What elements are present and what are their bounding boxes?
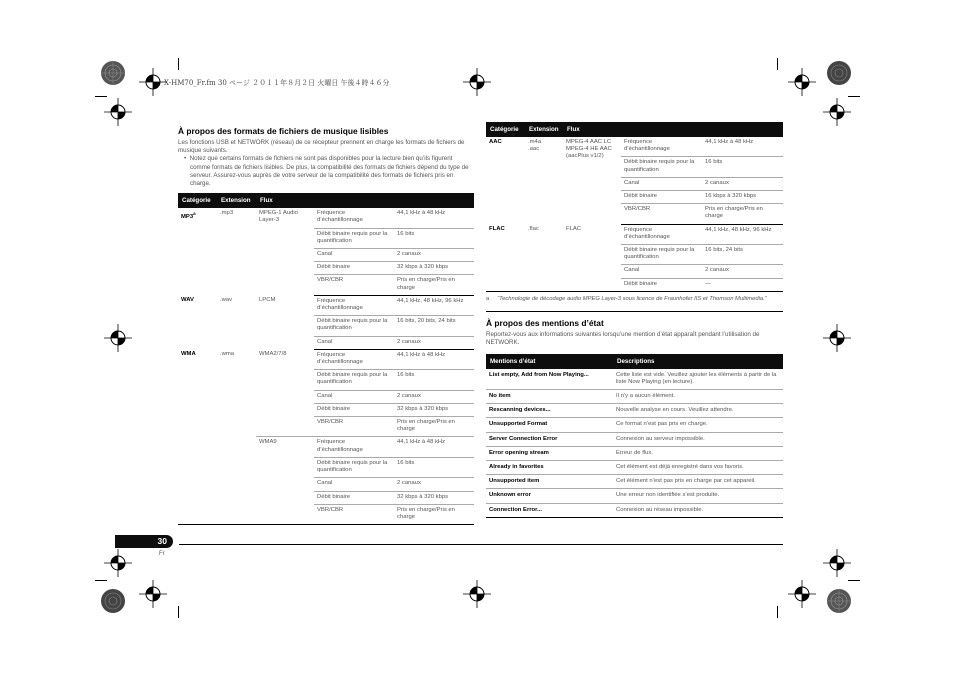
table-row: [486, 369, 783, 390]
property-name: Débit binaire: [314, 403, 394, 416]
formats-heading: À propos des formats de fichiers de musique lisibles: [178, 126, 389, 136]
crop-mark: [848, 580, 860, 581]
property-value: 16 bits: [702, 157, 783, 177]
col-header-category: Catégorie: [178, 193, 217, 208]
property-value: 16 kbps à 320 kbps: [702, 191, 783, 204]
status-message: No item: [486, 390, 613, 404]
color-target-icon: [826, 588, 852, 614]
status-description: Une erreur non identifiée s’est produite.: [613, 489, 783, 503]
crop-mark: [178, 606, 179, 618]
property-value: 44,1 kHz à 48 kHz: [702, 137, 783, 157]
status-message: Unsupported Format: [486, 418, 613, 432]
crop-mark: [777, 606, 778, 618]
crop-mark: [777, 58, 778, 70]
status-description: Nouvelle analyse en cours. Veuillez attendre.: [613, 404, 783, 418]
formats-intro: Les fonctions USB et NETWORK (réseau) de ce récepteur prennent en charge les formats de fichiers de musique suivants.: [178, 139, 465, 155]
status-description: Connexion au serveur impossible.: [613, 432, 783, 446]
crop-mark: [178, 58, 179, 70]
property-value: 16 bits, 20 bits, 24 bits: [394, 316, 474, 336]
property-value: 44,1 kHz à 48 kHz: [394, 208, 474, 228]
col-header-extension: Extension: [217, 193, 256, 208]
property-name: Canal: [621, 177, 702, 190]
registration-mark-icon: [139, 580, 167, 608]
table-row: [486, 432, 783, 446]
property-name: Débit binaire requis pour la quantification: [314, 228, 394, 248]
status-description: Cet élément est déjà enregistré dans vos favoris.: [613, 461, 783, 475]
property-name: Débit binaire: [621, 191, 702, 204]
registration-mark-icon: [139, 68, 167, 96]
registration-mark-icon: [788, 580, 816, 608]
flux-cell: MPEG-4 AAC LC MPEG-4 HE AAC (aacPlus v1/2): [566, 139, 612, 160]
property-name: Débit binaire requis pour la quantification: [314, 457, 394, 477]
property-name: VBR/CBR: [314, 417, 394, 437]
category-cell: AAC: [489, 139, 502, 145]
property-name: Canal: [621, 265, 702, 278]
property-value: 2 canaux: [394, 249, 474, 262]
property-value: Pris en charge/Pris en charge: [394, 275, 474, 295]
status-message: Error opening stream: [486, 446, 613, 460]
formats-table-right: [486, 122, 783, 292]
property-name: Débit binaire: [314, 262, 394, 275]
status-description: Erreur de flux.: [613, 446, 783, 460]
page-number-tab: [115, 535, 173, 548]
status-message: Unknown error: [486, 489, 613, 503]
property-value: 44,1 kHz, 48 kHz, 96 kHz: [702, 224, 783, 244]
color-target-icon: [100, 60, 126, 86]
status-message: Rescanning devices...: [486, 404, 613, 418]
property-value: 2 canaux: [702, 177, 783, 190]
flux-cell: FLAC: [563, 224, 621, 291]
status-intro: Reportez-vous aux informations suivantes lorsqu’une mention d’état apparaît pendant l’utilisation de NETWORK.: [486, 331, 760, 347]
category-cell: WMA: [178, 349, 217, 524]
property-name: VBR/CBR: [314, 504, 394, 524]
registration-mark-icon: [104, 98, 132, 126]
property-value: 2 canaux: [702, 265, 783, 278]
property-value: 16 bits: [394, 228, 474, 248]
extension-cell: .m4a .aac: [528, 139, 542, 153]
registration-mark-icon: [104, 324, 132, 352]
property-value: 16 bits: [394, 457, 474, 477]
registration-mark-icon: [823, 324, 851, 352]
property-value: Pris en charge/Pris en charge: [394, 504, 474, 524]
table-row: [486, 446, 783, 460]
property-value: 44,1 kHz à 48 kHz: [394, 437, 474, 457]
extension-cell: .flac: [525, 224, 563, 291]
page-number: 30: [157, 536, 167, 546]
crop-mark: [95, 580, 107, 581]
property-name: Fréquence d’échantillonnage: [314, 349, 394, 369]
footnote-mark: a: [486, 295, 490, 302]
status-message: Already in favorites: [486, 461, 613, 475]
footnote: [486, 296, 783, 303]
property-name: Débit binaire requis pour la quantification: [621, 157, 702, 177]
registration-mark-icon: [463, 68, 491, 96]
status-description: Ce format n’est pas pris en charge.: [613, 418, 783, 432]
property-value: 2 canaux: [394, 390, 474, 403]
left-column: [178, 126, 474, 525]
formats-note-text: Notez que certains formats de fichiers ne sont pas disponibles pour la lecture bien qu’ils figurent comme formats de fichiers lisibles. De plus, la compatibilité des formats de fichiers dépend du type de serveur. Assurez-vous auprès de votre serveur de la compatibilité des formats de fichiers pris en charge.: [189, 155, 469, 188]
property-name: Débit binaire requis pour la quantification: [314, 370, 394, 390]
property-value: 2 canaux: [394, 336, 474, 349]
property-value: —: [702, 278, 783, 291]
col-header-status: Mentions d’état: [486, 354, 613, 369]
crop-mark: [95, 96, 107, 97]
color-target-icon: [100, 588, 126, 614]
property-name: Débit binaire: [621, 278, 702, 291]
table-row: [486, 475, 783, 489]
col-header-description: Descriptions: [613, 354, 783, 369]
col-header-flux: Flux: [256, 193, 474, 208]
table-row: [486, 404, 783, 418]
flux-cell: LPCM: [259, 297, 276, 304]
property-name: Fréquence d’échantillonnage: [314, 208, 394, 228]
property-name: Débit binaire: [314, 491, 394, 504]
property-name: Fréquence d’échantillonnage: [621, 137, 702, 157]
registration-mark-icon: [823, 98, 851, 126]
registration-mark-icon: [823, 549, 851, 577]
property-value: 32 kbps à 320 kbps: [394, 491, 474, 504]
footnote-text: “Technologie de décodage audio MPEG Layer-3 sous licence de Fraunhofer IIS et Thomson Multimedia.”: [497, 295, 767, 302]
property-value: 32 kbps à 320 kbps: [394, 262, 474, 275]
category-cell: FLAC: [486, 224, 525, 291]
flux-cell: MPEG-1 Audio Layer-3: [259, 210, 298, 224]
category-cell: MP3$^a$: [181, 211, 196, 221]
property-value: Pris en charge/Pris en charge: [394, 417, 474, 437]
bullet-mark: •: [184, 155, 187, 163]
crop-mark: [848, 96, 860, 97]
property-name: Débit binaire requis pour la quantification: [314, 316, 394, 336]
table-row: [486, 418, 783, 432]
footnote-ref: a: [193, 211, 196, 217]
status-description: Cet élément n’est pas pris en charge par cet appareil.: [613, 475, 783, 489]
property-value: 44,1 kHz, 48 kHz, 96 kHz: [394, 295, 474, 315]
color-target-icon: [826, 60, 852, 86]
extension-cell: .wav: [220, 297, 233, 304]
property-name: VBR/CBR: [621, 204, 702, 224]
status-message: Server Connection Error: [486, 432, 613, 446]
table-row: [486, 390, 783, 404]
property-name: Canal: [314, 249, 394, 262]
property-value: 16 bits: [394, 370, 474, 390]
property-value: 44,1 kHz à 48 kHz: [394, 349, 474, 369]
status-table: [486, 354, 783, 518]
table-row: [486, 461, 783, 475]
section-divider: [486, 311, 783, 312]
status-description: Connexion au réseau impossible.: [613, 503, 783, 517]
property-value: 32 kbps à 320 kbps: [394, 403, 474, 416]
formats-table-left: [178, 193, 474, 525]
col-header-extension: Extension: [525, 122, 563, 137]
category-cell: WAV: [181, 297, 194, 304]
table-row: [486, 503, 783, 517]
status-message: Unsupported item: [486, 475, 613, 489]
property-name: Canal: [314, 478, 394, 491]
property-name: Canal: [314, 390, 394, 403]
status-description: Il n’y a aucun élément.: [613, 390, 783, 404]
right-column: [486, 122, 783, 518]
property-name: Débit binaire requis pour la quantification: [621, 245, 702, 265]
col-header-category: Catégorie: [486, 122, 525, 137]
extension-cell: .wma: [217, 349, 256, 524]
print-slug: X-HM70_Fr.fm 30 ページ ２０１１年８月２日 火曜日 午後４時４６分: [164, 79, 390, 87]
property-name: VBR/CBR: [314, 275, 394, 295]
property-name: Fréquence d’échantillonnage: [314, 437, 394, 457]
footer-rule: [179, 544, 783, 545]
registration-mark-icon: [463, 580, 491, 608]
status-message: Connection Error...: [486, 503, 613, 517]
property-name: Fréquence d’échantillonnage: [621, 224, 702, 244]
formats-note: [178, 155, 474, 188]
property-value: Pris en charge/Pris en charge: [702, 204, 783, 224]
flux-cell: WMA2/7/8: [256, 349, 314, 437]
flux-cell: WMA9: [256, 437, 314, 525]
property-name: Canal: [314, 336, 394, 349]
property-value: 16 bits, 24 bits: [702, 245, 783, 265]
property-name: Fréquence d’échantillonnage: [314, 295, 394, 315]
col-header-flux: Flux: [563, 122, 783, 137]
status-message: List empty, Add from Now Playing...: [486, 369, 613, 390]
language-code: Fr: [159, 551, 165, 557]
extension-cell: .mp3: [220, 210, 234, 217]
status-heading: À propos des mentions d’état: [486, 318, 604, 329]
table-row: [486, 489, 783, 503]
status-description: Cette liste est vide. Veuillez ajouter les éléments à partir de la liste Now Playing (en lecture).: [613, 369, 783, 390]
registration-mark-icon: [104, 549, 132, 577]
property-value: 2 canaux: [394, 478, 474, 491]
registration-mark-icon: [788, 68, 816, 96]
